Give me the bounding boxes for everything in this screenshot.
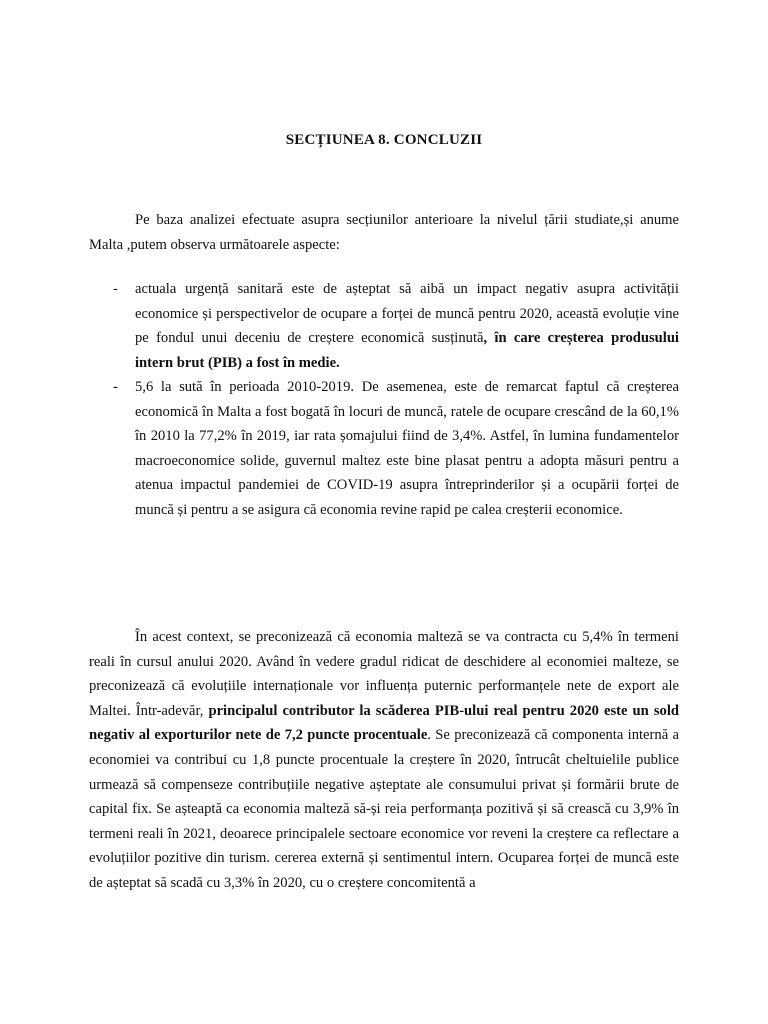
list-item-text: actuala urgență sanitară este de așteptat să aibă un impact negativ asupra activității economice și perspectivelor de ocupare a forței de muncă pentru 2020, această evoluție vine pe fondul unui deceniu de creștere economică susținută	[135, 281, 679, 346]
section-title: SECȚIUNEA 8. CONCLUZII	[285, 132, 483, 148]
context-text-part1: În acest context, se preconizează că economia malteză se va contracta cu 5,4% în termeni reali în cursul anului 2020. Având în vedere gradul ridicat de deschidere al economiei malteze, se preconizează că evoluțiile internaționale vor influența puternic performanțele nete de export ale Maltei. Într-adevăr,	[89, 629, 679, 719]
conclusions-list	[89, 277, 679, 522]
context-text-part2: . Se preconizează că componenta internă a economiei va contribui cu 1,8 puncte procentuale la creștere în 2020, întrucât cheltuielile publice urmează să compenseze contribuțiile negative așteptate ale consumului privat și formării brute de capital fix. Se așteaptă ca economia malteză să-și reia performanța pozitivă și să crească cu 3,9% în termeni reali în 2021, deoarece principalele sectoare economice vor reveni la creștere ca reflectare a evoluțiilor pozitive din turism. cererea externă și sentimentul intern. Ocuparea forței de muncă este de așteptat să scadă cu 3,3% în 2020, cu o creștere concomitentă a	[89, 727, 679, 891]
context-bold-text: principalul contributor la scăderea PIB-ului real pentru 2020 este un sold negativ al exporturilor nete de 7,2 puncte procentuale	[89, 702, 679, 744]
context-paragraph	[89, 625, 679, 896]
list-item-text: 5,6 la sută în perioada 2010-2019. De asemenea, este de remarcat faptul că creșterea economică în Malta a fost bogată în locuri de muncă, ratele de ocupare crescând de la 60,1% în 2010 la 77,2% în 2019, iar rata șomajului fiind de 3,4%. Astfel, în lumina fundamentelor macroeconomice solide, guvernul maltez este bine plasat pentru a adopta măsuri pentru a atenua impactul pandemiei de COVID-19 asupra întreprinderilor și a ocupării forței de muncă și pentru a se asigura că economia revine rapid pe calea creșterii economice.	[135, 379, 679, 518]
list-item-bold-text: , în care creșterea produsului intern brut (PIB) a fost în medie.	[135, 330, 679, 371]
bullet-dash: -	[113, 379, 118, 395]
list-item	[89, 277, 679, 375]
intro-paragraph: Pe baza analizei efectuate asupra secțiunilor anterioare la nivelul țării studiate,și anume Malta ,putem observa următoarele aspecte:	[89, 212, 679, 253]
list-item	[89, 375, 679, 522]
bullet-dash: -	[113, 281, 118, 297]
